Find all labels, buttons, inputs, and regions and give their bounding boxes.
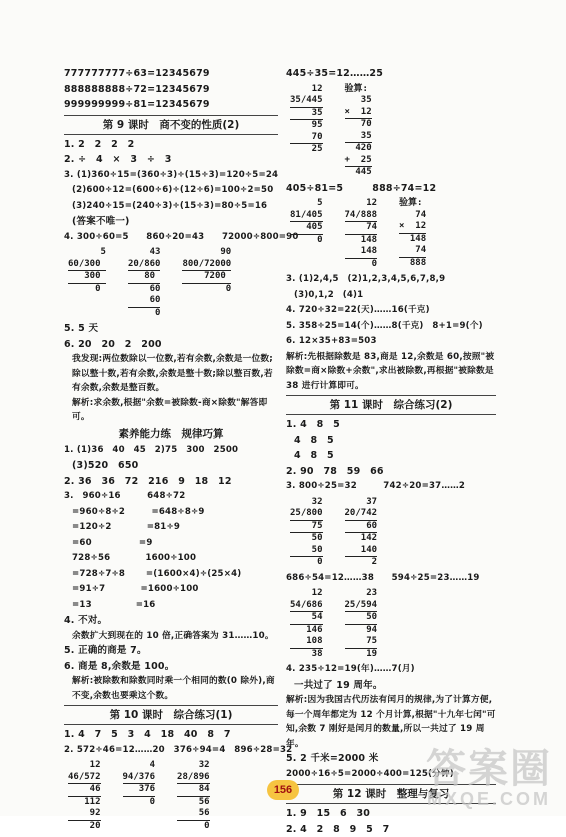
answer-line: 6. 商是 8,余数是 100。 [64,659,278,675]
answer-line: 2. 4 2 8 9 5 7 [286,822,496,837]
long-division: 5 81/405 405 0 [290,198,323,270]
answer-line: 405÷81=5 888÷74=12 [286,181,496,197]
long-division-group [64,760,278,832]
answer-line: 1. 4 8 5 [286,417,496,433]
answer-line: 3. (1)360÷15=(360÷3)÷(15÷3)=120÷5=24 [64,168,278,184]
long-division: 4 94/376 376 0 [123,760,156,832]
lesson10-title: 第 10 课时 综合练习(1) [64,705,278,725]
page-number: 156 [267,780,299,800]
long-division-group [286,198,496,270]
answer-line: 4. 235÷12=19(年)……7(月) [286,662,496,678]
answer-line: 5. 2 千米=2000 米 [286,751,496,767]
answer-line: (3)0,1,2 (4)1 [286,288,496,304]
analysis-paragraph: 解析:先根据除数是 83,商是 12,余数是 60,按照"被除数=商×除数+余数",求出被除数,再根据"被除数是 38 进行计算即可。 [286,350,496,394]
answer-line: (3)240÷15=(240÷3)÷(15÷3)=80÷5=16 [64,199,278,215]
answer-line: 2. ÷ 4 × 3 ÷ 3 [64,152,278,168]
answer-line: 3. (1)2,4,5 (2)1,2,3,4,5,6,7,8,9 [286,272,496,288]
answer-line: 3. 960÷16 648÷72 [64,489,278,505]
answer-line: 1. 9 15 6 30 [286,806,496,822]
answer-line: (2)600÷12=(600÷6)÷(12÷6)=100÷2=50 [64,183,278,199]
answer-line: 5. 358÷25=14(个)……8(千克) 8+1=9(个) [286,319,496,335]
answer-line: 4 8 5 [286,448,496,464]
left-column [64,66,278,834]
answer-line: 6. 12×35+83=503 [286,334,496,350]
right-column [286,66,496,837]
long-division: 12 46/572 46 112 92 20 [68,760,101,832]
long-division: 5 60/300 300 0 [68,247,106,319]
answer-line: 3. 800÷25=32 742÷20=37……2 [286,479,496,495]
answer-line: 2. 36 36 72 216 9 18 12 [64,474,278,490]
lesson9-title: 第 9 课时 商不变的性质(2) [64,115,278,135]
intro-line: 888888888÷72=12345679 [64,82,278,98]
answer-line: 一共过了 19 周年。 [286,678,496,694]
check-calculation: 验算: 35 × 12 70 35 420 + 25 445 [345,84,372,179]
answer-line: =120÷2 =81÷9 [64,520,278,536]
analysis-paragraph: 解析:因为我国古代历法有闰月的规律,为了计算方便,每一个周年都定为 12 个月计算,根据"十九年七闰"可知,余数 7 刚好是闰月的数量,所以一共过了 19 周年。 [286,693,496,751]
lesson11-title: 第 11 课时 综合练习(2) [286,395,496,415]
answer-line: 1. 2 2 2 2 [64,137,278,153]
answer-line: 6. 20 20 2 200 [64,337,278,353]
answer-line: 445÷35=12……25 [286,66,496,82]
answer-line: 2. 572÷46=12……20 376÷94=4 896÷28=32 [64,743,278,759]
watermark-logo: 答案圈 MXQE.COM [426,748,552,808]
answer-line: 4 8 5 [286,433,496,449]
long-division: 12 74/888 74 148 148 0 [345,198,378,270]
practice-title: 素养能力练 规律巧算 [64,425,278,443]
answer-line: =960÷8÷2 =648÷8÷9 [64,505,278,521]
intro-line: 777777777÷63=12345679 [64,66,278,82]
answer-line: 2. 90 78 59 66 [286,464,496,480]
long-division-group [286,588,496,660]
lesson12-title: 第 12 课时 整理与复习 [286,784,496,804]
answer-line: (3)520 650 [64,458,278,474]
long-division-group [286,497,496,569]
answer-line: 4. 720÷32=22(天)……16(千克) [286,303,496,319]
answer-line: 1. 4 7 5 3 4 18 40 8 7 [64,727,278,743]
long-division: 32 25/800 75 50 50 0 [290,497,323,569]
long-division: 90 800/72000 7200 0 [182,247,231,319]
analysis-paragraph: 解析:求余数,根据"余数=被除数-商×除数"解答即可。 [64,396,278,425]
answer-line: 5. 正确的商是 7。 [64,643,278,659]
answer-line: 2000÷16÷5=2000÷400=125(分钟) [286,767,496,783]
answer-line: =13 =16 [64,598,278,614]
answer-line: 728÷56 1600÷100 [64,551,278,567]
analysis-paragraph: 解析:被除数和除数同时乘一个相同的数(0 除外),商不变,余数也要乘这个数。 [64,674,278,703]
long-division-group [286,84,496,179]
check-calculation: 验算: 74 × 12 148 74 888 [399,198,426,270]
long-division: 43 20/860 80 60 60 0 [128,247,161,319]
answer-line: 5. 5 天 [64,321,278,337]
answer-line: (答案不唯一) [64,214,278,230]
answer-line: =60 =9 [64,536,278,552]
answer-line: =91÷7 =1600÷100 [64,582,278,598]
long-division: 37 20/742 60 142 140 2 [345,497,378,569]
long-division: 12 54/686 54 146 108 38 [290,588,323,660]
intro-line: 999999999÷81=12345679 [64,97,278,113]
long-division: 32 28/896 84 56 56 0 [177,760,210,832]
answer-line: 4. 300÷60=5 860÷20=43 72000÷800=90 [64,230,278,246]
finding-paragraph: 我发现:两位数除以一位数,若有余数,余数是一位数;除以整十数,若有余数,余数是整十数;除以整百数,若有余数,余数是整百数。 [64,352,278,396]
long-division-group [64,247,278,319]
answer-paragraph: 余数扩大到现在的 10 倍,正确答案为 31……10。 [64,629,278,644]
answer-line: 1. (1)36 40 45 2)75 300 2500 [64,443,278,459]
answer-line: =728÷7÷8 =(1600×4)÷(25×4) [64,567,278,583]
long-division: 23 25/594 50 94 75 19 [345,588,378,660]
answer-line: 4. 不对。 [64,613,278,629]
answer-line: 686÷54=12……38 594÷25=23……19 [286,571,496,587]
long-division: 12 35/445 35 95 70 25 [290,84,323,179]
